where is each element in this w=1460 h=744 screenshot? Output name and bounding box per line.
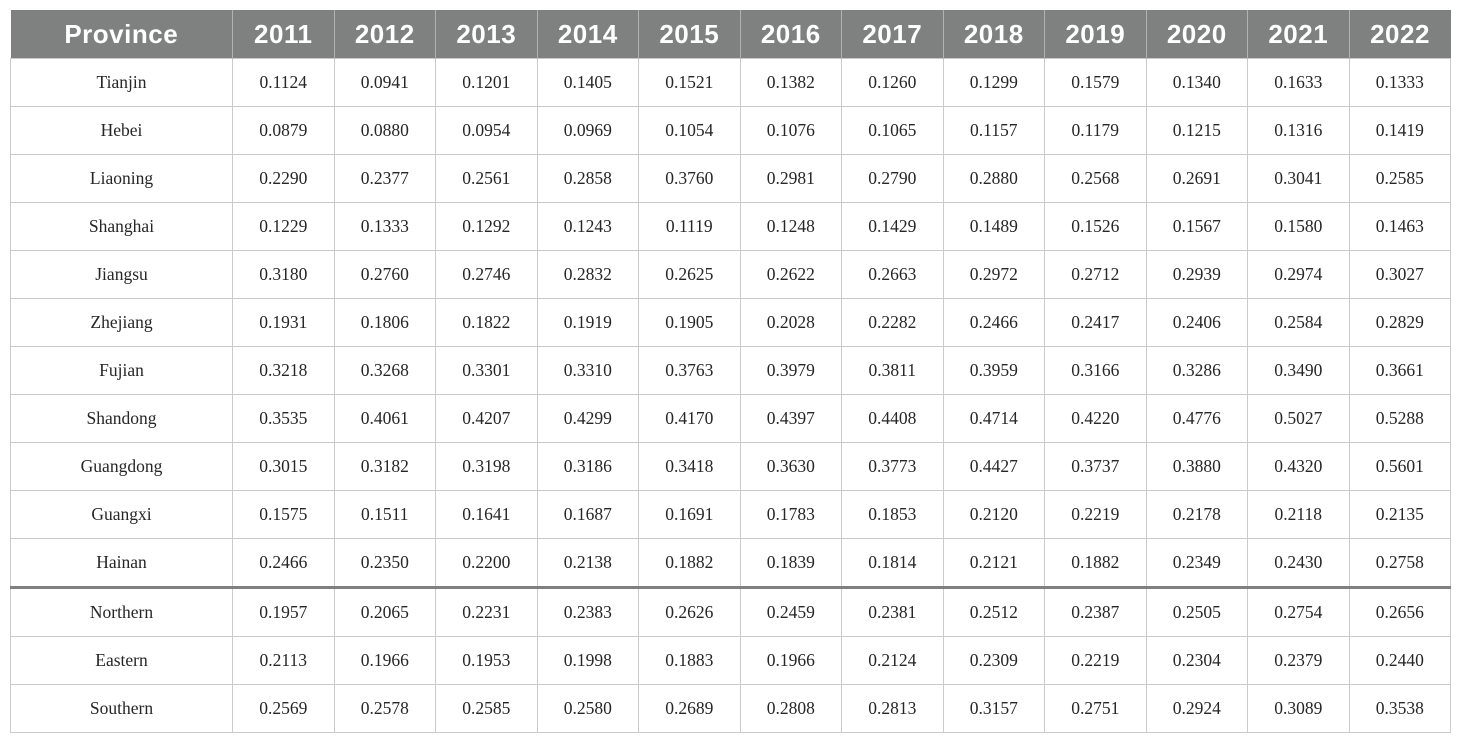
value-cell-eastern-2014: 0.1998 <box>537 637 639 685</box>
value-cell-eastern-2018: 0.2309 <box>943 637 1045 685</box>
value-cell-eastern-2022: 0.2440 <box>1349 637 1451 685</box>
column-header-2019: 2019 <box>1045 10 1147 59</box>
value-cell-shandong-2021: 0.5027 <box>1248 395 1350 443</box>
value-cell-jiangsu-2012: 0.2760 <box>334 251 436 299</box>
value-cell-tianjin-2017: 0.1260 <box>842 59 944 107</box>
value-cell-shanghai-2020: 0.1567 <box>1146 203 1248 251</box>
value-cell-southern-2011: 0.2569 <box>233 685 335 733</box>
value-cell-hebei-2017: 0.1065 <box>842 107 944 155</box>
province-year-table <box>10 10 1451 733</box>
value-cell-guangxi-2022: 0.2135 <box>1349 491 1451 539</box>
value-cell-liaoning-2012: 0.2377 <box>334 155 436 203</box>
value-cell-tianjin-2012: 0.0941 <box>334 59 436 107</box>
value-cell-zhejiang-2020: 0.2406 <box>1146 299 1248 347</box>
value-cell-fujian-2018: 0.3959 <box>943 347 1045 395</box>
value-cell-shandong-2015: 0.4170 <box>639 395 741 443</box>
value-cell-tianjin-2015: 0.1521 <box>639 59 741 107</box>
value-cell-fujian-2021: 0.3490 <box>1248 347 1350 395</box>
value-cell-hainan-2022: 0.2758 <box>1349 539 1451 588</box>
value-cell-shanghai-2014: 0.1243 <box>537 203 639 251</box>
value-cell-hainan-2018: 0.2121 <box>943 539 1045 588</box>
value-cell-fujian-2020: 0.3286 <box>1146 347 1248 395</box>
value-cell-guangdong-2019: 0.3737 <box>1045 443 1147 491</box>
value-cell-jiangsu-2011: 0.3180 <box>233 251 335 299</box>
table-row-guangxi <box>11 491 1451 539</box>
value-cell-eastern-2016: 0.1966 <box>740 637 842 685</box>
value-cell-northern-2015: 0.2626 <box>639 588 741 637</box>
column-header-2014: 2014 <box>537 10 639 59</box>
value-cell-jiangsu-2020: 0.2939 <box>1146 251 1248 299</box>
value-cell-liaoning-2017: 0.2790 <box>842 155 944 203</box>
value-cell-fujian-2017: 0.3811 <box>842 347 944 395</box>
table-row-zhejiang <box>11 299 1451 347</box>
value-cell-zhejiang-2013: 0.1822 <box>436 299 538 347</box>
value-cell-jiangsu-2013: 0.2746 <box>436 251 538 299</box>
value-cell-shandong-2019: 0.4220 <box>1045 395 1147 443</box>
value-cell-southern-2016: 0.2808 <box>740 685 842 733</box>
province-name: Hebei <box>11 107 233 155</box>
header-row <box>11 10 1451 59</box>
value-cell-guangdong-2017: 0.3773 <box>842 443 944 491</box>
value-cell-southern-2022: 0.3538 <box>1349 685 1451 733</box>
table-row-fujian <box>11 347 1451 395</box>
column-header-2016: 2016 <box>740 10 842 59</box>
value-cell-guangxi-2019: 0.2219 <box>1045 491 1147 539</box>
value-cell-southern-2015: 0.2689 <box>639 685 741 733</box>
value-cell-shandong-2011: 0.3535 <box>233 395 335 443</box>
value-cell-zhejiang-2022: 0.2829 <box>1349 299 1451 347</box>
value-cell-guangdong-2012: 0.3182 <box>334 443 436 491</box>
value-cell-northern-2021: 0.2754 <box>1248 588 1350 637</box>
value-cell-fujian-2012: 0.3268 <box>334 347 436 395</box>
value-cell-liaoning-2014: 0.2858 <box>537 155 639 203</box>
province-year-table-container <box>10 10 1450 733</box>
value-cell-hainan-2019: 0.1882 <box>1045 539 1147 588</box>
province-name: Guangxi <box>11 491 233 539</box>
value-cell-southern-2020: 0.2924 <box>1146 685 1248 733</box>
value-cell-guangxi-2020: 0.2178 <box>1146 491 1248 539</box>
value-cell-hainan-2020: 0.2349 <box>1146 539 1248 588</box>
value-cell-zhejiang-2017: 0.2282 <box>842 299 944 347</box>
value-cell-hainan-2017: 0.1814 <box>842 539 944 588</box>
value-cell-guangdong-2013: 0.3198 <box>436 443 538 491</box>
column-header-2017: 2017 <box>842 10 944 59</box>
value-cell-jiangsu-2018: 0.2972 <box>943 251 1045 299</box>
value-cell-hebei-2018: 0.1157 <box>943 107 1045 155</box>
province-name: Shandong <box>11 395 233 443</box>
value-cell-southern-2018: 0.3157 <box>943 685 1045 733</box>
value-cell-shanghai-2012: 0.1333 <box>334 203 436 251</box>
value-cell-guangxi-2012: 0.1511 <box>334 491 436 539</box>
value-cell-shanghai-2013: 0.1292 <box>436 203 538 251</box>
province-name: Southern <box>11 685 233 733</box>
value-cell-fujian-2014: 0.3310 <box>537 347 639 395</box>
value-cell-guangdong-2016: 0.3630 <box>740 443 842 491</box>
value-cell-liaoning-2021: 0.3041 <box>1248 155 1350 203</box>
value-cell-zhejiang-2015: 0.1905 <box>639 299 741 347</box>
value-cell-liaoning-2011: 0.2290 <box>233 155 335 203</box>
value-cell-liaoning-2018: 0.2880 <box>943 155 1045 203</box>
value-cell-liaoning-2019: 0.2568 <box>1045 155 1147 203</box>
value-cell-jiangsu-2015: 0.2625 <box>639 251 741 299</box>
value-cell-hebei-2016: 0.1076 <box>740 107 842 155</box>
value-cell-zhejiang-2021: 0.2584 <box>1248 299 1350 347</box>
column-header-2013: 2013 <box>436 10 538 59</box>
value-cell-zhejiang-2011: 0.1931 <box>233 299 335 347</box>
value-cell-jiangsu-2017: 0.2663 <box>842 251 944 299</box>
value-cell-shandong-2013: 0.4207 <box>436 395 538 443</box>
value-cell-northern-2016: 0.2459 <box>740 588 842 637</box>
table-body <box>11 59 1451 733</box>
column-header-2020: 2020 <box>1146 10 1248 59</box>
value-cell-guangxi-2013: 0.1641 <box>436 491 538 539</box>
value-cell-shandong-2016: 0.4397 <box>740 395 842 443</box>
value-cell-tianjin-2018: 0.1299 <box>943 59 1045 107</box>
value-cell-tianjin-2020: 0.1340 <box>1146 59 1248 107</box>
value-cell-hainan-2015: 0.1882 <box>639 539 741 588</box>
value-cell-southern-2014: 0.2580 <box>537 685 639 733</box>
value-cell-hainan-2021: 0.2430 <box>1248 539 1350 588</box>
value-cell-hebei-2012: 0.0880 <box>334 107 436 155</box>
value-cell-shanghai-2011: 0.1229 <box>233 203 335 251</box>
value-cell-shandong-2022: 0.5288 <box>1349 395 1451 443</box>
value-cell-eastern-2013: 0.1953 <box>436 637 538 685</box>
value-cell-southern-2013: 0.2585 <box>436 685 538 733</box>
value-cell-shandong-2012: 0.4061 <box>334 395 436 443</box>
value-cell-guangxi-2014: 0.1687 <box>537 491 639 539</box>
province-name: Fujian <box>11 347 233 395</box>
value-cell-hebei-2014: 0.0969 <box>537 107 639 155</box>
value-cell-tianjin-2022: 0.1333 <box>1349 59 1451 107</box>
table-row-jiangsu <box>11 251 1451 299</box>
value-cell-guangdong-2011: 0.3015 <box>233 443 335 491</box>
value-cell-northern-2019: 0.2387 <box>1045 588 1147 637</box>
value-cell-shanghai-2022: 0.1463 <box>1349 203 1451 251</box>
province-name: Guangdong <box>11 443 233 491</box>
value-cell-northern-2022: 0.2656 <box>1349 588 1451 637</box>
value-cell-tianjin-2021: 0.1633 <box>1248 59 1350 107</box>
value-cell-hainan-2016: 0.1839 <box>740 539 842 588</box>
value-cell-eastern-2020: 0.2304 <box>1146 637 1248 685</box>
table-row-hainan <box>11 539 1451 588</box>
table-row-tianjin <box>11 59 1451 107</box>
value-cell-jiangsu-2021: 0.2974 <box>1248 251 1350 299</box>
province-name: Hainan <box>11 539 233 588</box>
table-row-shanghai <box>11 203 1451 251</box>
column-header-2018: 2018 <box>943 10 1045 59</box>
value-cell-fujian-2011: 0.3218 <box>233 347 335 395</box>
table-row-guangdong <box>11 443 1451 491</box>
value-cell-shanghai-2019: 0.1526 <box>1045 203 1147 251</box>
column-header-2015: 2015 <box>639 10 741 59</box>
value-cell-guangdong-2022: 0.5601 <box>1349 443 1451 491</box>
value-cell-zhejiang-2018: 0.2466 <box>943 299 1045 347</box>
value-cell-guangdong-2014: 0.3186 <box>537 443 639 491</box>
value-cell-eastern-2021: 0.2379 <box>1248 637 1350 685</box>
value-cell-hebei-2022: 0.1419 <box>1349 107 1451 155</box>
value-cell-tianjin-2014: 0.1405 <box>537 59 639 107</box>
value-cell-hebei-2015: 0.1054 <box>639 107 741 155</box>
value-cell-southern-2017: 0.2813 <box>842 685 944 733</box>
value-cell-hainan-2013: 0.2200 <box>436 539 538 588</box>
table-row-northern <box>11 588 1451 637</box>
value-cell-tianjin-2019: 0.1579 <box>1045 59 1147 107</box>
value-cell-liaoning-2015: 0.3760 <box>639 155 741 203</box>
value-cell-guangdong-2020: 0.3880 <box>1146 443 1248 491</box>
value-cell-guangdong-2021: 0.4320 <box>1248 443 1350 491</box>
value-cell-northern-2018: 0.2512 <box>943 588 1045 637</box>
value-cell-shandong-2020: 0.4776 <box>1146 395 1248 443</box>
table-row-hebei <box>11 107 1451 155</box>
value-cell-eastern-2017: 0.2124 <box>842 637 944 685</box>
value-cell-guangxi-2011: 0.1575 <box>233 491 335 539</box>
province-name: Eastern <box>11 637 233 685</box>
value-cell-shandong-2017: 0.4408 <box>842 395 944 443</box>
value-cell-liaoning-2020: 0.2691 <box>1146 155 1248 203</box>
value-cell-hebei-2021: 0.1316 <box>1248 107 1350 155</box>
column-header-2011: 2011 <box>233 10 335 59</box>
value-cell-liaoning-2016: 0.2981 <box>740 155 842 203</box>
value-cell-southern-2021: 0.3089 <box>1248 685 1350 733</box>
value-cell-hainan-2012: 0.2350 <box>334 539 436 588</box>
value-cell-southern-2019: 0.2751 <box>1045 685 1147 733</box>
column-header-2021: 2021 <box>1248 10 1350 59</box>
value-cell-fujian-2013: 0.3301 <box>436 347 538 395</box>
column-header-2012: 2012 <box>334 10 436 59</box>
value-cell-eastern-2012: 0.1966 <box>334 637 436 685</box>
column-header-2022: 2022 <box>1349 10 1451 59</box>
value-cell-guangxi-2016: 0.1783 <box>740 491 842 539</box>
value-cell-zhejiang-2012: 0.1806 <box>334 299 436 347</box>
province-name: Northern <box>11 588 233 637</box>
value-cell-hebei-2019: 0.1179 <box>1045 107 1147 155</box>
value-cell-northern-2014: 0.2383 <box>537 588 639 637</box>
value-cell-guangxi-2018: 0.2120 <box>943 491 1045 539</box>
table-head <box>11 10 1451 59</box>
value-cell-hainan-2011: 0.2466 <box>233 539 335 588</box>
value-cell-shanghai-2017: 0.1429 <box>842 203 944 251</box>
value-cell-hebei-2013: 0.0954 <box>436 107 538 155</box>
value-cell-jiangsu-2022: 0.3027 <box>1349 251 1451 299</box>
value-cell-northern-2013: 0.2231 <box>436 588 538 637</box>
value-cell-fujian-2022: 0.3661 <box>1349 347 1451 395</box>
value-cell-fujian-2015: 0.3763 <box>639 347 741 395</box>
value-cell-northern-2017: 0.2381 <box>842 588 944 637</box>
value-cell-guangdong-2015: 0.3418 <box>639 443 741 491</box>
value-cell-liaoning-2022: 0.2585 <box>1349 155 1451 203</box>
value-cell-hebei-2011: 0.0879 <box>233 107 335 155</box>
value-cell-southern-2012: 0.2578 <box>334 685 436 733</box>
value-cell-fujian-2016: 0.3979 <box>740 347 842 395</box>
value-cell-zhejiang-2014: 0.1919 <box>537 299 639 347</box>
value-cell-guangxi-2015: 0.1691 <box>639 491 741 539</box>
value-cell-zhejiang-2019: 0.2417 <box>1045 299 1147 347</box>
table-row-southern <box>11 685 1451 733</box>
table-row-liaoning <box>11 155 1451 203</box>
value-cell-fujian-2019: 0.3166 <box>1045 347 1147 395</box>
value-cell-tianjin-2013: 0.1201 <box>436 59 538 107</box>
value-cell-northern-2012: 0.2065 <box>334 588 436 637</box>
value-cell-northern-2011: 0.1957 <box>233 588 335 637</box>
value-cell-liaoning-2013: 0.2561 <box>436 155 538 203</box>
column-header-province: Province <box>11 10 233 59</box>
value-cell-hebei-2020: 0.1215 <box>1146 107 1248 155</box>
value-cell-shandong-2014: 0.4299 <box>537 395 639 443</box>
value-cell-zhejiang-2016: 0.2028 <box>740 299 842 347</box>
value-cell-tianjin-2016: 0.1382 <box>740 59 842 107</box>
value-cell-jiangsu-2019: 0.2712 <box>1045 251 1147 299</box>
value-cell-eastern-2015: 0.1883 <box>639 637 741 685</box>
value-cell-shanghai-2015: 0.1119 <box>639 203 741 251</box>
table-row-shandong <box>11 395 1451 443</box>
value-cell-guangxi-2021: 0.2118 <box>1248 491 1350 539</box>
province-name: Jiangsu <box>11 251 233 299</box>
value-cell-eastern-2011: 0.2113 <box>233 637 335 685</box>
value-cell-shanghai-2016: 0.1248 <box>740 203 842 251</box>
province-name: Tianjin <box>11 59 233 107</box>
value-cell-guangdong-2018: 0.4427 <box>943 443 1045 491</box>
province-name: Liaoning <box>11 155 233 203</box>
province-name: Zhejiang <box>11 299 233 347</box>
value-cell-northern-2020: 0.2505 <box>1146 588 1248 637</box>
value-cell-hainan-2014: 0.2138 <box>537 539 639 588</box>
value-cell-shanghai-2018: 0.1489 <box>943 203 1045 251</box>
value-cell-tianjin-2011: 0.1124 <box>233 59 335 107</box>
province-name: Shanghai <box>11 203 233 251</box>
table-row-eastern <box>11 637 1451 685</box>
value-cell-shandong-2018: 0.4714 <box>943 395 1045 443</box>
value-cell-jiangsu-2016: 0.2622 <box>740 251 842 299</box>
value-cell-eastern-2019: 0.2219 <box>1045 637 1147 685</box>
value-cell-guangxi-2017: 0.1853 <box>842 491 944 539</box>
value-cell-jiangsu-2014: 0.2832 <box>537 251 639 299</box>
value-cell-shanghai-2021: 0.1580 <box>1248 203 1350 251</box>
